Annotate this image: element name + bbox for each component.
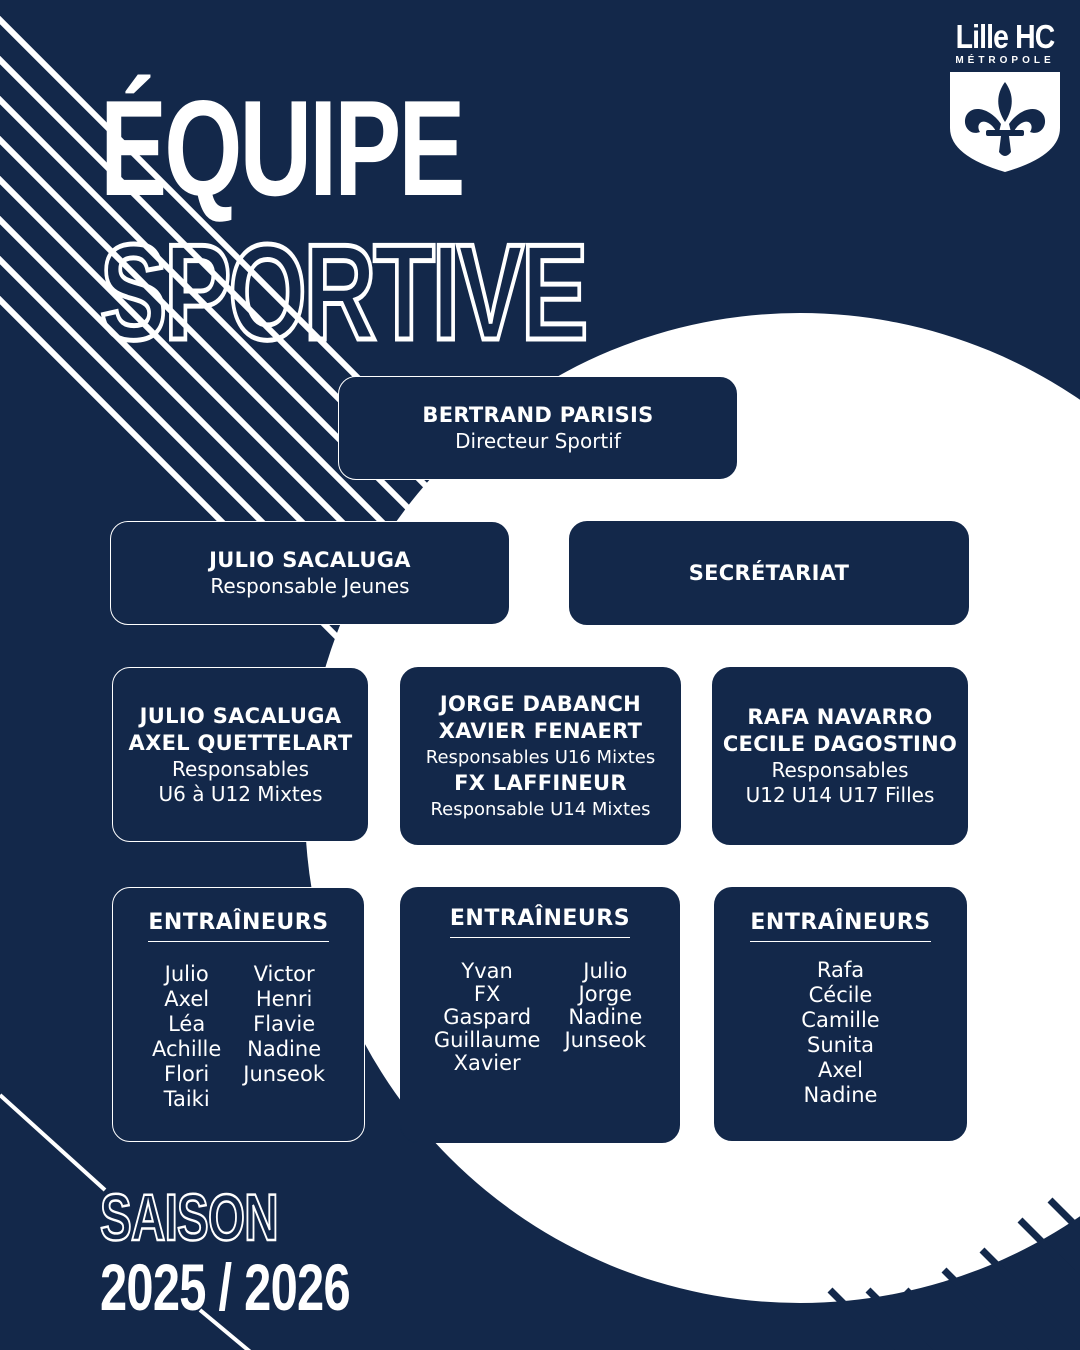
coach-name: Camille	[801, 1008, 880, 1032]
coach-name: Achille	[152, 1037, 222, 1061]
club-logo	[946, 18, 1064, 176]
title-line-1: ÉQUIPE	[100, 72, 463, 224]
group-manager-name: JULIO SACALUGA	[139, 703, 342, 728]
group-role: Responsables	[771, 758, 909, 782]
coach-name: Xavier	[453, 1051, 521, 1075]
coaches-columns	[152, 962, 325, 1112]
group-role: U6 à U12 Mixtes	[158, 781, 323, 806]
logo-name: Lille HC	[955, 18, 1055, 55]
coaches-column	[564, 960, 646, 1075]
coaches-column	[243, 962, 325, 1112]
coaches-title: ENTRAÎNEURS	[750, 910, 930, 942]
coach-name: Victor	[253, 962, 315, 986]
coach-name: Jorge	[578, 982, 633, 1006]
director-role: Directeur Sportif	[455, 429, 621, 453]
coach-name: Taiki	[163, 1087, 210, 1111]
secretariat-label: SECRÉTARIAT	[688, 560, 850, 585]
title-line-2: SPORTIVE	[100, 216, 586, 368]
coach-name: Nadine	[247, 1037, 322, 1061]
group-card-u6-u12	[112, 667, 369, 842]
youth-lead-role: Responsable Jeunes	[210, 574, 410, 598]
coaches-title: ENTRAÎNEURS	[148, 910, 328, 942]
coach-name: FX	[473, 982, 501, 1006]
group-role: Responsable U14 Mixtes	[430, 798, 651, 820]
coach-name: Nadine	[568, 1005, 643, 1029]
coach-name: Julio	[583, 959, 628, 983]
coaches-column	[152, 962, 221, 1112]
season-years: 2025 / 2026	[100, 1250, 350, 1324]
coaches-columns	[434, 960, 646, 1075]
coaches-columns	[801, 958, 879, 1108]
group-manager-name: JORGE DABANCH	[439, 691, 642, 716]
group-manager-name: AXEL QUETTELART	[128, 730, 353, 755]
coach-name: Léa	[168, 1012, 206, 1036]
coach-name: Sunita	[807, 1033, 874, 1057]
youth-lead-card	[110, 521, 510, 625]
group-manager-name: FX LAFFINEUR	[454, 770, 627, 795]
coach-name: Julio	[164, 962, 209, 986]
group-manager-name: RAFA NAVARRO	[747, 705, 933, 729]
coaches-card-1	[112, 887, 365, 1142]
group-manager-name: XAVIER FENAERT	[438, 718, 643, 743]
coach-name: Gaspard	[443, 1005, 532, 1029]
coaches-title: ENTRAÎNEURS	[450, 906, 630, 938]
coaches-card-3	[714, 887, 967, 1141]
group-role: U12 U14 U17 Filles	[745, 783, 935, 807]
logo-subtitle: MÉTROPOLE	[955, 55, 1055, 66]
coach-name: Junseok	[564, 1028, 647, 1052]
coaches-column	[434, 960, 541, 1075]
group-card-u14-u16	[400, 667, 681, 845]
coach-name: Cécile	[808, 983, 873, 1007]
coach-name: Junseok	[243, 1062, 325, 1086]
youth-lead-name: JULIO SACALUGA	[209, 548, 411, 572]
coach-name: Nadine	[803, 1083, 878, 1107]
secretariat-card	[569, 521, 969, 625]
coach-name: Yvan	[461, 959, 513, 983]
coach-name: Rafa	[816, 958, 865, 982]
coach-name: Flavie	[253, 1012, 316, 1036]
coaches-card-2	[400, 887, 680, 1143]
director-name: BERTRAND PARISIS	[422, 403, 654, 427]
coach-name: Guillaume	[433, 1028, 541, 1052]
coach-name: Flori	[164, 1062, 210, 1086]
coaches-column	[801, 958, 879, 1108]
group-role: Responsables U16 Mixtes	[425, 746, 656, 768]
group-manager-name: CECILE DAGOSTINO	[722, 732, 958, 756]
coach-name: Axel	[164, 987, 210, 1011]
director-card	[338, 376, 738, 480]
coach-name: Henri	[255, 987, 313, 1011]
fleur-de-lis-shield-icon	[946, 70, 1064, 174]
group-card-filles	[712, 667, 968, 845]
group-role: Responsables	[172, 756, 309, 781]
coach-name: Axel	[818, 1058, 863, 1082]
season-label: SAISON	[100, 1180, 278, 1254]
